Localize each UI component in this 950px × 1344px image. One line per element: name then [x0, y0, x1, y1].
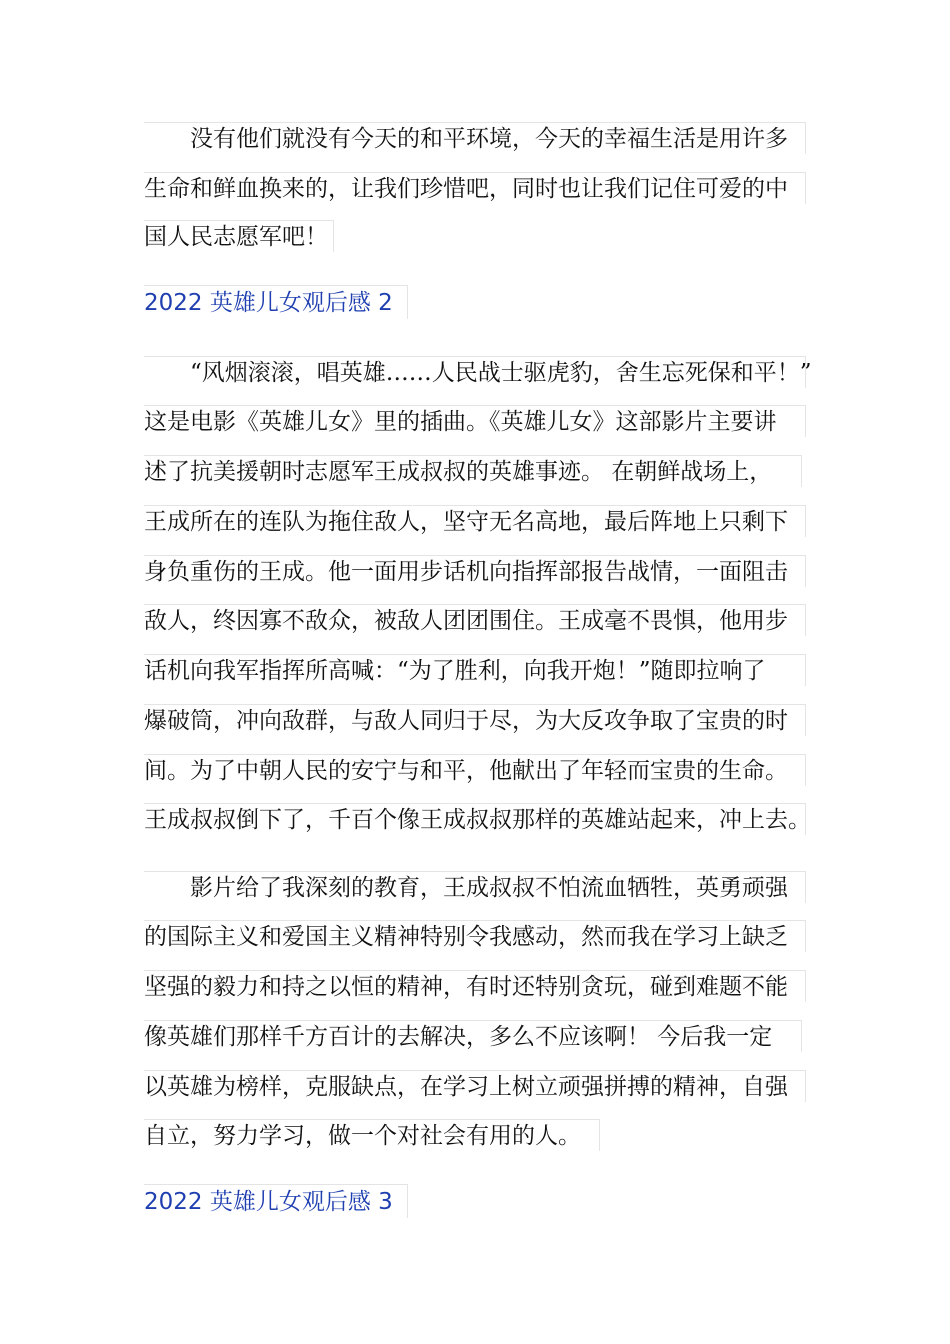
text-line: 自立，努力学习，做一个对社会有用的人。 [144, 1119, 600, 1151]
text-line: 坚强的毅力和持之以恒的精神，有时还特别贪玩，碰到难题不能 [144, 970, 806, 1002]
text-line: 间。为了中朝人民的安宁与和平，他献出了年轻而宝贵的生命。 [144, 754, 806, 786]
text-line: 话机向我军指挥所高喊：“为了胜利，向我开炮！”随即拉响了 [144, 654, 806, 686]
text-line: “风烟滚滚，唱英雄……人民战士驱虎豹，舍生忘死保和平！” [144, 356, 806, 388]
text-line: 王成叔叔倒下了，千百个像王成叔叔那样的英雄站起来，冲上去。 [144, 803, 806, 835]
text-line: 的国际主义和爱国主义精神特别令我感动，然而我在学习上缺乏 [144, 920, 806, 952]
text-line: 没有他们就没有今天的和平环境，今天的幸福生活是用许多 [144, 122, 806, 154]
text-line: 像英雄们那样千方百计的去解决，多么不应该啊！ 今后我一定 [144, 1020, 802, 1052]
text-line: 国人民志愿军吧！ [144, 220, 334, 252]
text-line: 以英雄为榜样，克服缺点，在学习上树立顽强拼搏的精神，自强 [144, 1070, 806, 1102]
text-line: 身负重伤的王成。他一面用步话机向指挥部报告战情，一面阻击 [144, 555, 806, 587]
text-line: 生命和鲜血换来的，让我们珍惜吧，同时也让我们记住可爱的中 [144, 172, 806, 204]
text-line: 敌人，终因寡不敌众，被敌人团团围住。王成毫不畏惧，他用步 [144, 604, 806, 636]
section-heading: 2022 英雄儿女观后感 3 [144, 1184, 408, 1218]
text-line: 影片给了我深刻的教育，王成叔叔不怕流血牺牲，英勇顽强 [144, 871, 806, 903]
text-line: 这是电影《英雄儿女》里的插曲。《英雄儿女》这部影片主要讲 [144, 405, 806, 437]
section-heading: 2022 英雄儿女观后感 2 [144, 285, 408, 319]
text-line: 爆破筒，冲向敌群，与敌人同归于尽，为大反攻争取了宝贵的时 [144, 704, 806, 736]
text-line: 述了抗美援朝时志愿军王成叔叔的英雄事迹。 在朝鲜战场上， [144, 455, 802, 487]
text-line: 王成所在的连队为拖住敌人，坚守无名高地，最后阵地上只剩下 [144, 505, 806, 537]
